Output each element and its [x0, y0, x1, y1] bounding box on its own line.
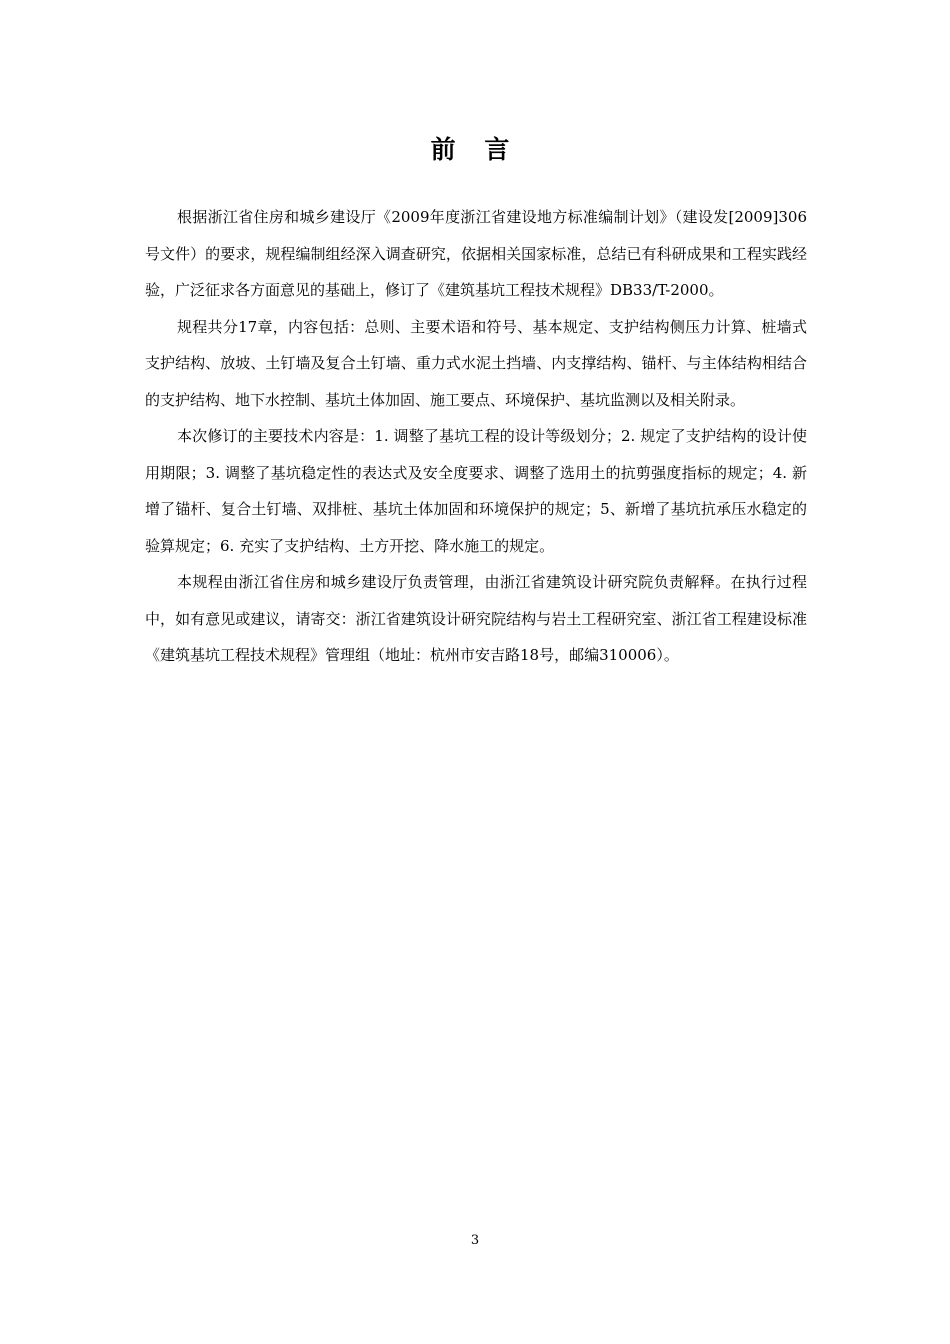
paragraph-contents: 规程共分17章，内容包括：总则、主要术语和符号、基本规定、支护结构侧压力计算、桩墙式支护结构、放坡、土钉墙及复合土钉墙、重力式水泥土挡墙、内支撑结构、锚杆、与主体结构相结合的支护结构、地下水控制、基坑土体加固、施工要点、环境保护、基坑监测以及相关附录。 [145, 317, 807, 409]
paragraph-background: 根据浙江省住房和城乡建设厅《2009年度浙江省建设地方标准编制计划》（建设发[2009]306号文件）的要求，规程编制组经深入调查研究，依据相关国家标准，总结已有科研成果和工程实践经验，广泛征求各方面意见的基础上，修订了《建筑基坑工程技术规程》DB33/T-2000。 [145, 208, 807, 299]
page-number: 3 [470, 1233, 480, 1248]
page-title: 前 言 [430, 135, 520, 164]
paragraph-revisions: 本次修订的主要技术内容是：1. 调整了基坑工程的设计等级划分；2. 规定了支护结构的设计使用期限；3. 调整了基坑稳定性的表达式及安全度要求、调整了选用土的抗剪强度指标的规定；4. 新增了锚杆、复合土钉墙、双排桩、基坑土体加固和环境保护的规定；5、新增了基坑抗承压水稳定的验算规定；6. 充实了支护结构、土方开挖、降水施工的规定。 [145, 427, 807, 555]
paragraph-management: 本规程由浙江省住房和城乡建设厅负责管理，由浙江省建筑设计研究院负责解释。在执行过程中，如有意见或建议，请寄交：浙江省建筑设计研究院结构与岩土工程研究室、浙江省工程建设标准《建筑基坑工程技术规程》管理组（地址：杭州市安吉路18号，邮编310006）。 [145, 573, 807, 664]
body-text [145, 199, 807, 674]
